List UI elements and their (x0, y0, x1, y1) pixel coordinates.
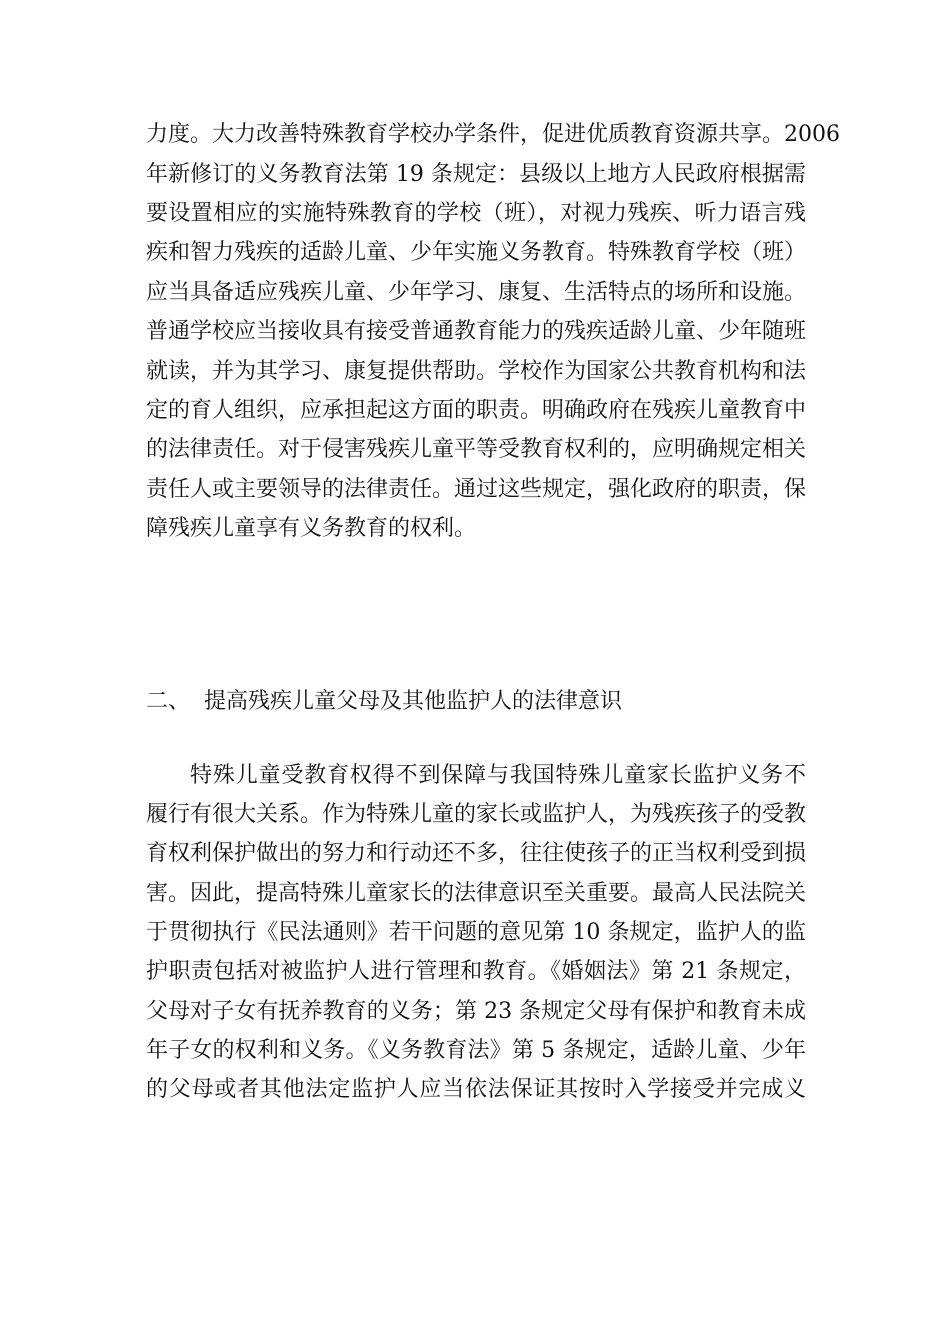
text-line: 特殊儿童受教育权得不到保障与我国特殊儿童家长监护义务不 (190, 763, 806, 788)
text-line: 于贯彻执行《民法通则》若干问题的意见第 10 条规定，监护人的监 (146, 920, 806, 945)
heading-number: 二、 (146, 689, 191, 714)
text-line: 履行有很大关系。作为特殊儿童的家长或监护人，为残疾孩子的受教 (146, 802, 807, 827)
text-line: 育权利保护做出的努力和行动还不多，往往使孩子的正当权利受到损 (146, 841, 807, 866)
text-line: 障残疾儿童享有义务教育的权利。 (146, 516, 477, 541)
heading-text: 提高残疾儿童父母及其他监护人的法律意识 (204, 689, 623, 714)
text-line: 的父母或者其他法定监护人应当依法保证其按时入学接受并完成义 (146, 1077, 806, 1102)
text-line: 责任人或主要领导的法律责任。通过这些规定，强化政府的职责，保 (146, 477, 807, 502)
text-line: 父母对子女有抚养教育的义务；第 23 条规定父母有保护和教育未成 (146, 999, 806, 1024)
text-line: 普通学校应当接收具有接受普通教育能力的残疾适龄儿童、少年随班 (146, 319, 807, 344)
text-line: 就读，并为其学习、康复提供帮助。学校作为国家公共教育机构和法 (146, 359, 807, 384)
text-line: 力度。大力改善特殊教育学校办学条件，促进优质教育资源共享。2006 (146, 122, 840, 147)
text-line: 害。因此，提高特殊儿童家长的法律意识至关重要。最高人民法院关 (146, 881, 807, 906)
text-line: 疾和智力残疾的适龄儿童、少年实施义务教育。特殊教育学校（班） (146, 240, 807, 265)
text-line: 的法律责任。对于侵害残疾儿童平等受教育权利的，应明确规定相关 (146, 437, 807, 462)
text-line: 定的育人组织，应承担起这方面的职责。明确政府在残疾儿童教育中 (146, 398, 807, 423)
text-line: 年子女的权利和义务。《义务教育法》第 5 条规定，适龄儿童、少年 (146, 1038, 806, 1063)
text-line: 年新修订的义务教育法第 19 条规定：县级以上地方人民政府根据需 (146, 162, 806, 187)
text-line: 要设置相应的实施特殊教育的学校（班），对视力残疾、听力语言残 (146, 201, 806, 226)
text-line: 应当具备适应残疾儿童、少年学习、康复、生活特点的场所和设施。 (146, 280, 807, 305)
text-line: 护职责包括对被监护人进行管理和教育。《婚姻法》第 21 条规定， (146, 959, 806, 984)
